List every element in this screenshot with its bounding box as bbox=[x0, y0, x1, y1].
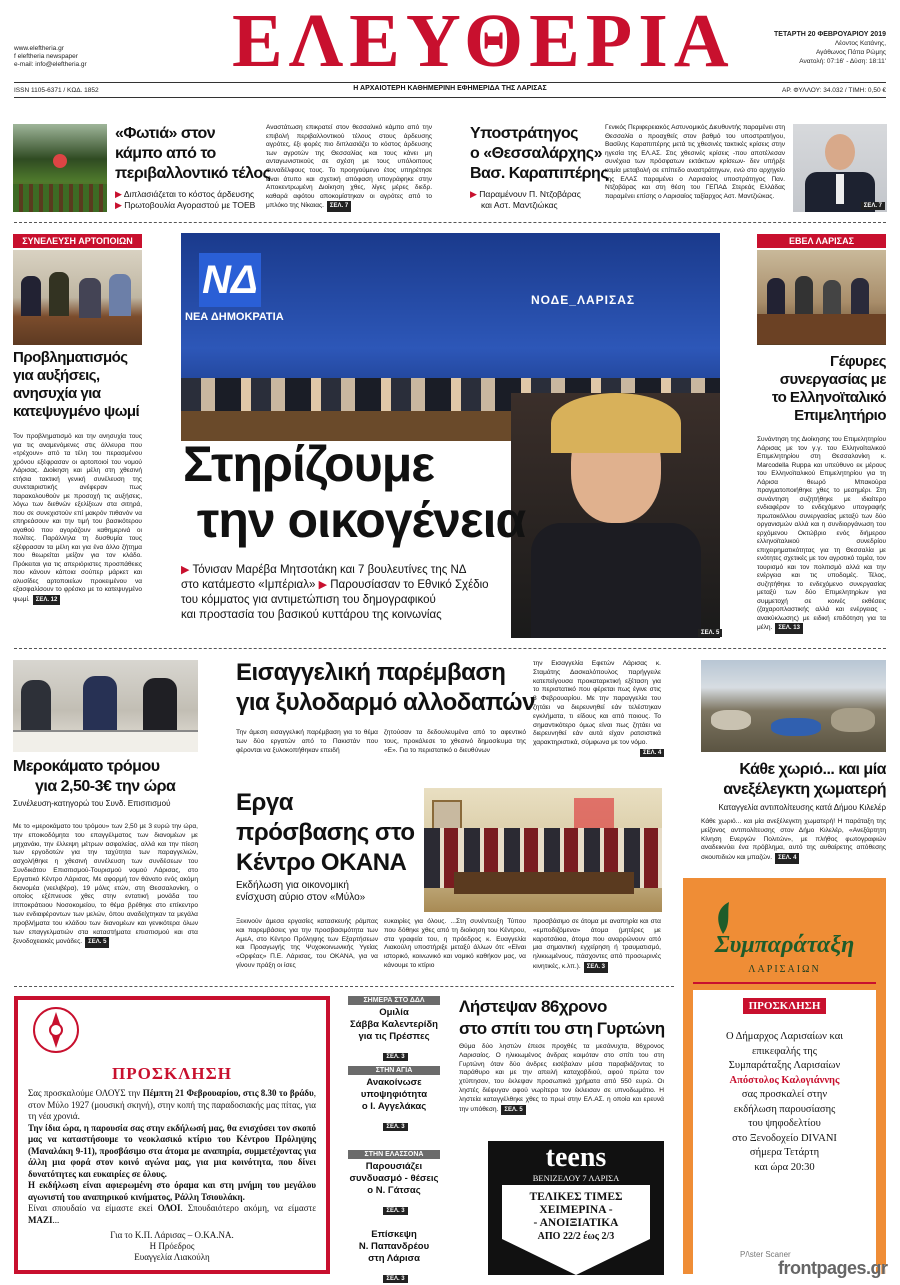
headline bbox=[236, 658, 535, 718]
headline-line-2: για 2,50-3€ την ώρα bbox=[35, 778, 176, 795]
subhead-2: ενίσχυση αύριο στον «Μύλο» bbox=[236, 892, 366, 903]
subheads bbox=[115, 189, 255, 211]
headline-line-1: Λήστεψαν 86χρονο bbox=[459, 997, 607, 1016]
body-span: Γενικός Περιφερειακός Αστυνομικός Διευθυντής παραμένει στη Θεσσαλία ο προαχθείς στον βαθμό του υποστρατήγου, Βασίλης Καραπιπέρης μετά τις χθεσινές τακτικές κρίσεις στην ηγεσία της ΕΛ.ΑΣ. Στις χθεσινές κρίσεις -που αποτέλεσαν συνέχεια των πρόσφατων εκτάκτων κρίσεων- δεν υπήρξε καμία μεταβολή σε επίπεδο αναστράτηγων, ενώ στο αρχηγείο της ΕΛΑΣ παραμένει ο Λαρισαίος υποστράτηγος Παν. Ντζοβάρας και στη θέση του ΓΕΠΑΔ Στερεάς Ελλάδας παραμένει επίσης ο Λαρισαίος ταξίαρχος Αστ. Μαντζιώκας. bbox=[605, 124, 785, 200]
brief-title bbox=[348, 1005, 440, 1045]
p4-text: Είναι σπουδαίο να είμαστε εκεί bbox=[28, 1203, 153, 1213]
ad-line-1: Ο Δήμαρχος Λαρισαίων και bbox=[725, 1031, 844, 1042]
body-text bbox=[266, 124, 432, 212]
brief-tag: ΣΤΗΝ ΑΓΙΑ bbox=[348, 1066, 440, 1075]
brief-line-1: Επίσκεψη bbox=[371, 1229, 417, 1240]
paragraph-1 bbox=[28, 1088, 316, 1123]
subhead-3: Παρουσίασαν το Εθνικό Σχέδιο bbox=[330, 579, 489, 591]
teens-address: ΒΕΝΙΖΕΛΟΥ 7 ΛΑΡΙΣΑ bbox=[532, 1173, 620, 1183]
headline bbox=[470, 124, 608, 184]
headline-line-2: στο σπίτι του στη Γυρτώνη bbox=[459, 1019, 665, 1038]
page-ref[interactable]: ΣΕΛ. 5 bbox=[698, 629, 722, 637]
offer-line-2: ΧΕΙΜΕΡΙΝΑ - bbox=[539, 1204, 613, 1216]
chamber-photo bbox=[757, 250, 886, 345]
body-text bbox=[13, 433, 142, 605]
page-ref[interactable]: ΣΕΛ. 7 bbox=[327, 201, 351, 212]
ad-logo-subtitle: ΛΑΡΙΣΑΙΩΝ bbox=[748, 964, 821, 975]
body-col-2: ευκαιρίες για όλους. ...Στη συνέντευξη Τύπου που δόθηκε χθες από τη διοίκηση του Κέντρου, στα γραφεία του, η πρόεδρος κ. Ευαγγελία Λιακούλη υποστήριξε μεταξύ άλλων ότι: «Είναι ιστορικό, κοινωνικό και νομικό καθήκον μας, να κάνουμε το κτίριο bbox=[384, 918, 526, 969]
page-ref[interactable]: ΣΕΛ. 5 bbox=[501, 1105, 525, 1116]
body-text bbox=[13, 823, 198, 948]
headline-line-1: Γέφυρες bbox=[830, 353, 886, 370]
signature-line-3: Ευαγγελία Λιακούλη bbox=[134, 1252, 210, 1262]
scanner-watermark: P/\ster Scaner bbox=[740, 1250, 791, 1259]
body-col-1: Την άμεση εισαγγελική παρέμβαση για το θέμα των δύο εργατών από το Πακιστάν που φέρονται να ξυλοκοπήθηκαν επειδή bbox=[236, 729, 378, 754]
headline-line-2: για ξυλοδαρμό αλλοδαπών bbox=[236, 689, 535, 716]
headline-line-3: Κέντρο ΟΚΑΝΑ bbox=[236, 849, 407, 876]
brief-line-2: Ν. Παπανδρέου bbox=[358, 1241, 430, 1252]
headline-line-2: πρόσβασης στο bbox=[236, 819, 415, 846]
brief-line-1: Ανακοίνωσε bbox=[366, 1077, 422, 1088]
ad-line-3: Συμπαράταξης Λαρισαίων bbox=[728, 1060, 841, 1071]
headline-line-1: «Φωτιά» στον bbox=[115, 125, 216, 142]
email-link[interactable]: e-mail: info@eleftheria.gr bbox=[14, 61, 87, 68]
subheadline: Συνέλευση-κατηγορώ του Συνδ. Επισιτισμού bbox=[13, 799, 171, 808]
body-text bbox=[757, 436, 886, 634]
page-ref[interactable]: ΣΕΛ. 4 bbox=[640, 749, 664, 757]
headline-line-3: περιβαλλοντικό τέλος bbox=[115, 165, 271, 182]
subhead-2: στο κατάμεστο «Ιμπέριαλ» bbox=[181, 579, 316, 591]
headline-line-1: Εργα bbox=[236, 789, 293, 816]
ad-line-9: και ώρα 20:30 bbox=[754, 1161, 815, 1173]
facebook-link[interactable]: f eleftheria newspaper bbox=[14, 53, 78, 60]
headline bbox=[115, 124, 270, 184]
body-col-2: ζητούσαν τα δεδουλευμένα από το αφεντικό τους, προκάλεσε το χθεσινό δημοσίευμα της «Ε». Για το περιστατικό ο διευθύνων bbox=[384, 729, 526, 754]
page-ref[interactable]: ΣΕΛ. 7 bbox=[861, 202, 885, 210]
name-day-2: Αγάθωνος Πάπα Ρώμης bbox=[815, 49, 886, 56]
subhead-2: Πρωτοβουλία Αγοραστού με ΤΟΕΒ bbox=[124, 200, 256, 210]
brief-line-1: Ομιλία bbox=[379, 1007, 409, 1018]
page-ref[interactable]: ΣΕΛ. 12 bbox=[33, 595, 61, 606]
page-ref[interactable]: ΣΕΛ. 13 bbox=[775, 623, 803, 634]
subhead-5: και προστασία του βασικού κυττάρου της κοινωνίας bbox=[181, 609, 442, 621]
sun-times: Ανατολή: 07:16' - Δύση: 18:11' bbox=[799, 58, 886, 65]
signature-line-1: Για το Κ.Π. Λάρισας – Ο.ΚΑ.ΝΑ. bbox=[110, 1230, 234, 1240]
name-day-1: Λέοντος Κατάνης, bbox=[834, 40, 886, 47]
subheadline: Καταγγελία αντιπολίτευσης κατά Δήμου Κιλελέρ bbox=[718, 803, 886, 812]
body-span: Κάθε χωριό... και μία ανεξέλεγκτη χωματερή! Η παράταξη της μείζονος αντιπολίτευσης στον Δήμο Κιλελέρ, «Ανεξάρτητη Κίνηση Ενεργών Πολιτών», με πλήθος φωτογραφιών αναδεικνύει ένα πρόβλημα, αυτό της αυθαίρετης απόθεσης σκουπιδιών και μπαζών. bbox=[701, 818, 886, 862]
headline-line-3: ανησυχία για bbox=[13, 385, 101, 402]
page-ref[interactable]: ΣΕΛ. 3 bbox=[383, 1053, 407, 1061]
field-photo bbox=[13, 124, 107, 212]
p4-text-2: . Σπουδαιότερο ακόμη, να είμαστε bbox=[180, 1203, 316, 1213]
subhead-1: Τόνισαν Μαρέβα Μητσοτάκη και 7 βουλευτίνες της ΝΔ bbox=[192, 564, 467, 576]
ad-line-2: επικεφαλής της bbox=[752, 1045, 817, 1057]
brief-line-3: ο Ν. Γάτσας bbox=[367, 1185, 421, 1196]
page-ref[interactable]: ΣΕΛ. 3 bbox=[383, 1123, 407, 1131]
brief-title bbox=[348, 1075, 440, 1115]
p4-end: ... bbox=[52, 1214, 60, 1225]
ad-body bbox=[693, 990, 876, 1276]
brief-item[interactable] bbox=[348, 1150, 440, 1217]
body-span: Με το «μεροκάματο του τρόμου» των 2,50 με 3 ευρώ την ώρα, την εποικοδόμητα του επαγγέλματος των διανομέων με μηχανάκι, την έλλειψη μέτρων ασφαλείας, αλλά και την πίεση των εργοδοτών για την ταχύτητα των παραγγελιών, ασχολήθηκε η χθεσινή συνέλευση των συνδέσεων του Συνδικάτου Επισιτισμού-Τουρισμού νομού Λάρισας, στο Εργατικό Κέντρο Λάρισας. Με αφορμή τον θάνατο ενός ακόμη διανομέα (νεελιβέρα), 19 μόλις ετών, στη Θεσσαλονίκη, ο οποίος εξέπνευσε χθες στην εντατική μονάδα του Ιπποκράτειου Νοσοκομείου, το θέμα βρέθηκε στο επίκεντρο των ενδιαφέροντων των μελών, όπου αναδείχτηκαν τα μεγάλα προβλήματα του κλάδου των διανομέων και γενικότερα όλων των επαγγελματιών στα καταστήματα επισιτισμού και στα ξενοδοχειακές μονάδες. bbox=[13, 823, 198, 946]
headline-line-2: για αυξήσεις, bbox=[13, 367, 100, 384]
frontpages-watermark[interactable]: frontpages.gr bbox=[778, 1258, 888, 1278]
section-label: ΣΥΝΕΛΕΥΣΗ ΑΡΤΟΠΟΙΩΝ bbox=[13, 234, 142, 248]
subheads bbox=[470, 189, 581, 211]
body-col-3 bbox=[533, 660, 661, 748]
brief-line-1: Παρουσιάζει bbox=[365, 1161, 423, 1172]
p1-date: Πέμπτη 21 Φεβρουαρίου, στις 8.30 το βράδυ bbox=[142, 1088, 314, 1098]
title-text: ΕΛΕΥΘΕΡΙΑ bbox=[232, 0, 735, 83]
body-text bbox=[459, 1043, 664, 1115]
headline bbox=[236, 788, 415, 878]
page-ref[interactable]: ΣΕΛ. 3 bbox=[383, 1275, 407, 1283]
body-text bbox=[701, 818, 886, 864]
subhead-4: του κόμματος για αντιμετώπιση του δημογραφικού bbox=[181, 594, 436, 606]
page-ref[interactable]: ΣΕΛ. 5 bbox=[85, 937, 109, 948]
ad-line-4: σας προσκαλεί στην bbox=[741, 1089, 828, 1100]
website-link[interactable]: www.eleftheria.gr bbox=[14, 45, 64, 52]
body-span: την Εισαγγελία Εφετών Λάρισας κ. Σταμάτης Δασκαλόπουλος παρήγγειλε κατεπείγουσα προκαταρκτική εξέταση για το περιστατικό που φέρεται πως έγινε στις 8 Φεβρουαρίου. Με την παραγγελία του ζητάει να διερευνηθεί εάν τελέστηκαν εγκλήματα, τι είδους και από ποιους. Το σημαντικότερο όμως είναι πως ζητάει να διερευνηθεί εάν αυτά είχαν ρατσιστικά χαρακτηριστικά, σύμφωνα με τον νόμο. bbox=[533, 660, 661, 747]
body-text bbox=[605, 124, 785, 201]
headline bbox=[183, 436, 525, 548]
teens-ad[interactable] bbox=[488, 1141, 664, 1275]
subhead-1: Διπλασιάζεται το κόστος άρδευσης bbox=[123, 189, 255, 199]
masthead-contacts bbox=[14, 45, 87, 69]
brief-line-3: για τις Πρέσπες bbox=[358, 1031, 430, 1042]
headline-line-4: Επιμελητήριο bbox=[794, 407, 886, 424]
leaf-icon bbox=[713, 900, 733, 936]
brief-title bbox=[348, 1227, 440, 1267]
headline-line-2: ο «Θεσσαλάρχης» bbox=[470, 145, 603, 162]
triangle-icon: ▶ bbox=[115, 200, 122, 210]
p4-bold-2: ΜΑΖΙ bbox=[28, 1214, 53, 1225]
p1-text: Σας προσκαλούμε ΟΛΟΥΣ την bbox=[28, 1088, 141, 1098]
masthead-date-block bbox=[774, 30, 886, 66]
headline bbox=[701, 760, 886, 800]
landfill-photo bbox=[701, 660, 886, 752]
tagline: Η ΑΡΧΑΙΟΤΕΡΗ ΚΑΘΗΜΕΡΙΝΗ ΕΦΗΜΕΡΙΔΑ ΤΗΣ ΛΑΡΙΣΑΣ bbox=[353, 85, 547, 92]
body-span: προσβάσιμο σε άτομα με αναπηρία και στα «εμποδιζόμενα» άτομα (μητέρες με καροτσάκια, άτομα που αναρρώνουν από μια σημαντική εγχείρηση ή τραυματισμό, ηλικιωμένους, πάσχοντες από προσωρινές κινητικές, κ.λπ.). bbox=[533, 918, 661, 970]
headline bbox=[13, 349, 139, 421]
headline-line-3: Βασ. Καραπιπέρης bbox=[470, 165, 609, 182]
headline-line-1: Κάθε χωριό... και μία bbox=[739, 761, 886, 778]
brief-tag: ΣΗΜΕΡΑ ΣΤΟ ΔΔΛ bbox=[348, 996, 440, 1005]
headline-line-1: Μεροκάματο τρόμου bbox=[13, 758, 160, 775]
brief-title bbox=[348, 1159, 440, 1199]
offer-line-1: ΤΕΛΙΚΕΣ ΤΙΜΕΣ bbox=[529, 1191, 623, 1203]
okana-photo bbox=[424, 788, 662, 912]
newspaper-title[interactable] bbox=[232, 0, 735, 83]
banner-text: ΝΟΔΕ_ΛΑΡΙΣΑΣ bbox=[531, 293, 636, 307]
page-ref[interactable]: ΣΕΛ. 3 bbox=[383, 1207, 407, 1215]
sympataxi-ad[interactable] bbox=[683, 878, 886, 1274]
brief-line-2: συνδυασμό - θέσεις bbox=[349, 1173, 439, 1184]
nd-logo-subtitle: ΝΕΑ ΔΗΜΟΚΡΑΤΙΑ bbox=[185, 311, 284, 323]
issue-number: ΑΡ. ΦΥΛΛΟΥ: 34.032 / ΤΙΜΗ: 0,50 € bbox=[781, 87, 886, 94]
teens-offer bbox=[502, 1191, 650, 1243]
body-span: Αναστάτωση επικρατεί στον θεσσαλικό κάμπο από την επιβολή περιβαλλοντικού τέλους στους άρδευσης αγρότες, έξι φορές πιο διπλασιάζει το κόστος άρδευσης των αγροτών της Θεσσαλίας και τους κάνει μη ανταγωνιστικούς σε σχέση με τους υπόλοιπους συναδέλφους τους. Το προηγούμενο έτος υπηρέτησε είναι άτυπο και σχετική απόφαση υπογράφηκε στην Αποκεντρωμένη Διοίκηση χθες, λίγες μέρες διεδρ. καθαρά αφότου αποκομίστηκαν οι αγρότες από το μπλόκο της Νίκαιας. bbox=[266, 124, 432, 210]
headline-line-2: συνεργασίας με bbox=[779, 371, 886, 388]
brief-tag: ΣΤΗΝ ΕΛΑΣΣΟΝΑ bbox=[348, 1150, 440, 1159]
headline-line-4: κατεψυγμένο ψωμί bbox=[13, 403, 140, 420]
triangle-icon: ▶ bbox=[318, 579, 328, 591]
p4-bold-1: ΟΛΟΙ bbox=[157, 1203, 181, 1213]
headline bbox=[13, 757, 175, 797]
body-col-1: Ξεκινούν άμεσα εργασίες κατασκευής ράμπας και παρεμβάσεις για την προσβασιμότητα των ΑμεΑ, στο Κέντρο Πρόληψης των Εξαρτήσεων και Προαγωγής της Ψυχοκοινωνικής Υγείας «Ορφέας» Π.Ε. Λάρισας, του ΟΚΑΝΑ, για να γίνουν πράξη οι ίσες bbox=[236, 918, 378, 969]
subhead-1: Εκδήλωση για οικονομική bbox=[236, 880, 349, 891]
invitation-body bbox=[28, 1088, 316, 1226]
ad-lines bbox=[693, 1030, 876, 1175]
headline-line-2: ανεξέλεγκτη χωματερή bbox=[723, 781, 886, 798]
brief-item[interactable] bbox=[348, 1227, 440, 1285]
signature bbox=[28, 1230, 316, 1263]
triangle-icon: ▶ bbox=[181, 564, 190, 576]
bakers-photo bbox=[13, 250, 142, 345]
headline-line-2: κάμπο από το bbox=[115, 145, 216, 162]
invitation-title: ΠΡΟΣΚΛΗΣΗ bbox=[112, 1064, 232, 1083]
p1-rest: , στον Μύλο 1927 (μουσική σκηνή), στην κοπή της παραδοσιακής μας πίτας, για τη νέα χρονιά. bbox=[28, 1088, 317, 1121]
ad-name: Απόστολος Καλογιάννης bbox=[729, 1074, 840, 1086]
signature-line-2: Η Πρόεδρος bbox=[149, 1241, 195, 1251]
ad-line-7: στο Ξενοδοχείο DIVANI bbox=[732, 1132, 837, 1144]
page-ref[interactable]: ΣΕΛ. 3 bbox=[584, 962, 608, 973]
headline-line-1: Προβληματισμός bbox=[13, 349, 128, 366]
subhead-1: Παραμένουν Π. Ντζοβάρας bbox=[479, 189, 581, 199]
headline-line-2: την οικογένεια bbox=[197, 492, 526, 548]
officer-photo bbox=[793, 124, 887, 212]
subhead-2: και Αστ. Μαντζιώκας bbox=[481, 200, 558, 210]
paragraph-2: Την ίδια ώρα, η παρουσία σας στην εκδήλωσή μας, θα ενισχύσει τον σκοπό μας να καταστήσουμε το νεοκλασικό κτίριο του Κέντρου Πρόληψης (Μαναλάκη 9-11), προσβάσιμο στα άτομα με αναπηρία, συμμετέχοντας για άλλη μια φορά στον κοινό αγώνα μας, για μια κοινότητα, που δίνει δυνατότητες και ευκαιρίες σε όλους. bbox=[28, 1122, 316, 1179]
headline-line-1: Υποστράτηγος bbox=[470, 125, 578, 142]
section-label: ΕΒΕΛ ΛΑΡΙΣΑΣ bbox=[757, 234, 886, 248]
headline-line-1: Εισαγγελική παρέμβαση bbox=[236, 659, 506, 686]
ad-line-8: σήμερα Τετάρτη bbox=[749, 1147, 820, 1158]
brief-line-3: στη Λάρισα bbox=[368, 1253, 420, 1264]
issn: ISSN 1105-6371 / ΚΩΔ. 1852 bbox=[14, 87, 99, 94]
paragraph-4 bbox=[28, 1203, 316, 1226]
ad-line-6: του ψηφοδελτίου bbox=[748, 1118, 821, 1129]
body-col-3 bbox=[533, 918, 661, 973]
headline bbox=[459, 996, 665, 1040]
teens-brand: teens bbox=[545, 1142, 607, 1173]
headline bbox=[757, 353, 886, 425]
headline-line-3: το Ελληνοϊταλικό bbox=[771, 389, 886, 406]
triangle-icon: ▶ bbox=[470, 189, 477, 199]
body-span: Τον προβληματισμό και την ανησυχία τους για τις αναμενόμενες στις άλλευρα που «τρέχουν» από τα τέλη του περασμένου χρόνου εξέφρασαν οι αρτοποιοί του νομού Λάρισας. Διοίκηση και μέλη στη χθεσινή ετήσια τακτική γενική συνέλευση της συνεταιριστικής ανέφεραν πως παρακολουθούν με προσοχή τις αυξήσεις, λόγω των διεθνών εξελίξεων στα σιτηρά, που σε συνεχιστούν επί μακρόν πιθανόν να επηρεάσουν και την τιμή του βασικότερου αγαθού που αγοράζουν καθημερινά οι πολίτες. Παράλληλα τη δυσθυμία τους εξέφρασαν τα μέλη και για ένα άλλο ζήτημα που θεωρείται μείζον για τον κλάδο. Πρόκειται για τις απεριόριστες προσπάθειες που κάνουν κάποια σούπερ μάρκετ και αλυσίδες αρτοποιείων προκειμένου να εξασφαλίσουν το φρέσκο με το κατεψυγμένο ψωμί. bbox=[13, 433, 142, 603]
paragraph-3: Η εκδήλωση είναι αφιερωμένη στο όραμα και στη μνήμη του μεγάλου αγωνιστή του αναπηρικού κινήματος, Ράλλη Τσιουλάκη. bbox=[28, 1180, 316, 1202]
brief-line-2: Σάββα Καλεντερίδη bbox=[349, 1019, 438, 1030]
subheadline bbox=[236, 880, 365, 904]
body-span: Συνάντηση της Διοίκησης του Επιμελητηρίου Λάρισας με τον γ.γ. του Ελληνοϊταλικού Επιμελητηρίου στη Θεσσαλονίκη κ. Marcodella Ruppa και υπεύθυνο εκ μέρους του Ελληνοϊταλικού Επιμελητηρίου για τη Λάρισα θεωρό Μπακούρα πραγματοποιήθηκε χθες το μεσημέρι. Στη συνάντηση συζητήθηκε με ιδιαίτερο ενδιαφέρον το ενδεχόμενο υπογραφής πρωτοκόλλου συνεργασίας μεταξύ των δύο οργανισμών αλλά και η συνδιοργάνωση του ερχόμενου Οκτώβριο ενός διήμερου ελληνοϊταλικού συνεδρίου επιχειρηματικότητας για τη Θεσσαλία με ενότητες σχετικές με τον αγροτικό τομέα, τον τουρισμό και τον πολιτισμό αλλά και την ενέργεια και τις υποδομές. Τέλος, συζητήθηκε το ενδεχόμενο συνεργασίας μεταξύ των δύο Επιμελητηρίων για συμμετοχή σε κοινές εκθέσεις (ζαχαροπλαστικής αλλά και ενέργειας - ανακύκλωσης) με ειδική επιδότηση για τα μέλη. bbox=[757, 436, 886, 631]
triangle-icon: ▶ bbox=[115, 189, 122, 199]
invitation-box[interactable] bbox=[14, 996, 330, 1274]
nd-logo: ΝΔ bbox=[199, 253, 261, 307]
subheads bbox=[181, 563, 489, 623]
headline-line-1: Στηρίζουμε bbox=[183, 436, 435, 492]
brief-item[interactable] bbox=[348, 996, 440, 1063]
union-photo bbox=[13, 660, 198, 752]
brief-line-3: ο Ι. Αγγελάκας bbox=[361, 1101, 427, 1112]
body-span: Θύμα δύο ληστών έπεσε προχθές τα μεσάνυχτα, 86χρονος Λαρισαίος. Ο ηλικιωμένος άνδρας κοιμόταν στο σπίτι του στη Γυρτώνη όταν δύο άνδρες εισέβαλαν μέσα παραβιάζοντας το παράθυρο και με την απειλή καταχοβδιού, αφού πρώτα τον χτύπησαν, του έκλεψαν προσωπικά χρήματα από 550 ευρώ. Οι ληστές διέφυγαν αφού νωρίτερα τον έκλεισαν σε υπνοδωμάτιο. Η ληστεία καταγγέλθηκε χθες το πρωί στην ΕΛ.ΑΣ. η οποία και ερευνά την υπόθεση. bbox=[459, 1043, 664, 1113]
offer-line-4: ΑΠΟ 22/2 έως 2/3 bbox=[537, 1231, 615, 1242]
brief-item[interactable] bbox=[348, 1066, 440, 1133]
ad-logo: Συμπαράταξη bbox=[714, 932, 855, 958]
brief-line-2: υποψηφιότητα bbox=[360, 1089, 428, 1100]
ad-title: ΠΡΟΣΚΛΗΣΗ bbox=[743, 998, 827, 1014]
issue-date: ΤΕΤΑΡΤΗ 20 ΦΕΒΡΟΥΑΡΙΟΥ 2019 bbox=[774, 31, 886, 38]
ad-line-5: εκδήλωση παρουσίασης bbox=[733, 1103, 836, 1115]
okana-logo-icon bbox=[32, 1006, 80, 1054]
offer-line-3: - ΑΝΟΙΞΙΑΤΙΚΑ bbox=[533, 1217, 619, 1229]
page-ref[interactable]: ΣΕΛ. 4 bbox=[775, 853, 799, 864]
